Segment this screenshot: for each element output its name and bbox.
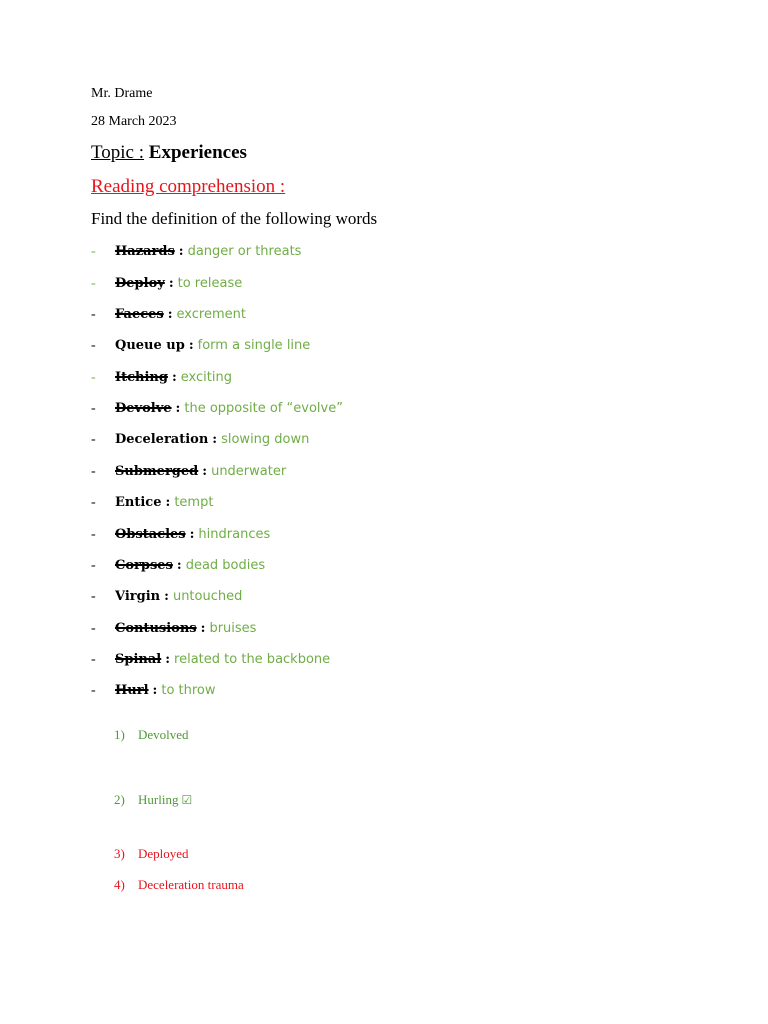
vocab-definition: form a single line bbox=[197, 338, 311, 353]
vocab-definition: related to the backbone bbox=[174, 652, 331, 667]
vocab-colon: : bbox=[188, 338, 194, 353]
list-dash: - bbox=[91, 244, 96, 259]
list-dash: - bbox=[91, 558, 96, 573]
list-dash: - bbox=[91, 276, 96, 291]
vocab-term: Deceleration bbox=[115, 432, 209, 447]
vocab-item bbox=[91, 527, 270, 547]
checkbox-checked-icon: ☑ bbox=[181, 793, 193, 807]
vocab-colon: : bbox=[167, 307, 173, 322]
list-dash: - bbox=[91, 652, 96, 667]
vocab-definition: excrement bbox=[176, 307, 246, 322]
answer-item bbox=[114, 877, 244, 893]
list-dash: - bbox=[91, 401, 96, 416]
vocab-colon: : bbox=[189, 527, 195, 542]
vocab-item bbox=[91, 276, 242, 296]
vocab-item bbox=[91, 495, 213, 515]
vocab-item bbox=[91, 464, 286, 484]
vocab-definition: untouched bbox=[172, 589, 243, 604]
list-dash: - bbox=[91, 338, 96, 353]
vocab-term: Faeces bbox=[115, 307, 164, 322]
vocab-colon: : bbox=[202, 464, 208, 479]
list-dash: - bbox=[91, 307, 96, 322]
vocab-colon: : bbox=[168, 276, 174, 291]
vocab-term: Virgin bbox=[115, 589, 161, 604]
list-dash: - bbox=[91, 464, 96, 479]
answer-text: Deceleration trauma bbox=[138, 877, 244, 892]
instruction-text: Find the definition of the following words bbox=[91, 209, 378, 228]
vocab-item bbox=[91, 652, 330, 672]
vocab-term: Deploy bbox=[115, 276, 165, 291]
vocab-colon: : bbox=[165, 495, 171, 510]
answer-item bbox=[114, 727, 189, 743]
vocab-definition: bruises bbox=[209, 621, 257, 636]
vocab-term: Submerged bbox=[115, 464, 199, 479]
author-name: Mr. Drame bbox=[91, 86, 153, 101]
vocab-term: Spinal bbox=[115, 652, 162, 667]
vocab-colon: : bbox=[171, 370, 177, 385]
vocab-item bbox=[91, 621, 256, 641]
vocab-colon: : bbox=[176, 558, 182, 573]
vocab-colon: : bbox=[200, 621, 206, 636]
vocab-colon: : bbox=[212, 432, 218, 447]
vocab-colon: : bbox=[152, 683, 158, 698]
vocab-term: Obstacles bbox=[115, 527, 186, 542]
document-date: 28 March 2023 bbox=[91, 114, 177, 129]
vocab-term: Queue up bbox=[115, 338, 185, 353]
vocab-term: Corpses bbox=[115, 558, 173, 573]
vocab-item bbox=[91, 589, 242, 609]
topic-value: Experiences bbox=[148, 142, 247, 163]
vocab-term: Hurl bbox=[115, 683, 149, 698]
list-dash: - bbox=[91, 527, 96, 542]
vocab-item bbox=[91, 307, 246, 327]
vocab-definition: hindrances bbox=[198, 527, 271, 542]
answer-text: Hurling bbox=[138, 792, 179, 807]
vocab-item bbox=[91, 558, 265, 578]
list-dash: - bbox=[91, 432, 96, 447]
answer-text: Deployed bbox=[138, 846, 189, 861]
topic-line bbox=[91, 142, 247, 164]
vocab-definition: to release bbox=[177, 276, 243, 291]
vocab-definition: the opposite of “evolve” bbox=[184, 401, 343, 416]
topic-label: Topic : bbox=[91, 142, 145, 163]
list-dash: - bbox=[91, 621, 96, 636]
vocab-definition: exciting bbox=[180, 370, 232, 385]
vocab-item bbox=[91, 338, 310, 358]
vocab-item bbox=[91, 683, 216, 703]
list-dash: - bbox=[91, 589, 96, 604]
vocab-colon: : bbox=[164, 589, 169, 604]
answer-number: 4) bbox=[114, 877, 125, 892]
vocab-definition: tempt bbox=[174, 495, 214, 510]
vocab-item bbox=[91, 244, 301, 264]
vocab-term: Devolve bbox=[115, 401, 172, 416]
vocab-definition: dead bodies bbox=[185, 558, 266, 573]
vocab-item bbox=[91, 370, 232, 390]
answer-item bbox=[114, 792, 192, 808]
answer-text: Devolved bbox=[138, 727, 189, 742]
vocab-item bbox=[91, 432, 309, 452]
vocab-definition: slowing down bbox=[221, 432, 310, 447]
list-dash: - bbox=[91, 370, 96, 385]
vocab-item bbox=[91, 401, 343, 421]
vocab-definition: danger or threats bbox=[187, 244, 302, 259]
vocab-colon: : bbox=[178, 244, 184, 259]
answer-number: 1) bbox=[114, 727, 125, 742]
section-title: Reading comprehension : bbox=[91, 176, 286, 197]
vocab-colon: : bbox=[165, 652, 171, 667]
answer-number: 2) bbox=[114, 792, 125, 807]
vocab-term: Hazards bbox=[115, 244, 175, 259]
list-dash: - bbox=[91, 495, 96, 510]
vocab-definition: underwater bbox=[211, 464, 287, 479]
answer-item bbox=[114, 846, 189, 862]
vocab-term: Contusions bbox=[115, 621, 197, 636]
list-dash: - bbox=[91, 683, 96, 698]
vocab-colon: : bbox=[175, 401, 181, 416]
vocab-term: Itching bbox=[115, 370, 168, 385]
vocab-definition: to throw bbox=[161, 683, 216, 698]
answer-number: 3) bbox=[114, 846, 125, 861]
vocab-term: Entice bbox=[115, 495, 162, 510]
